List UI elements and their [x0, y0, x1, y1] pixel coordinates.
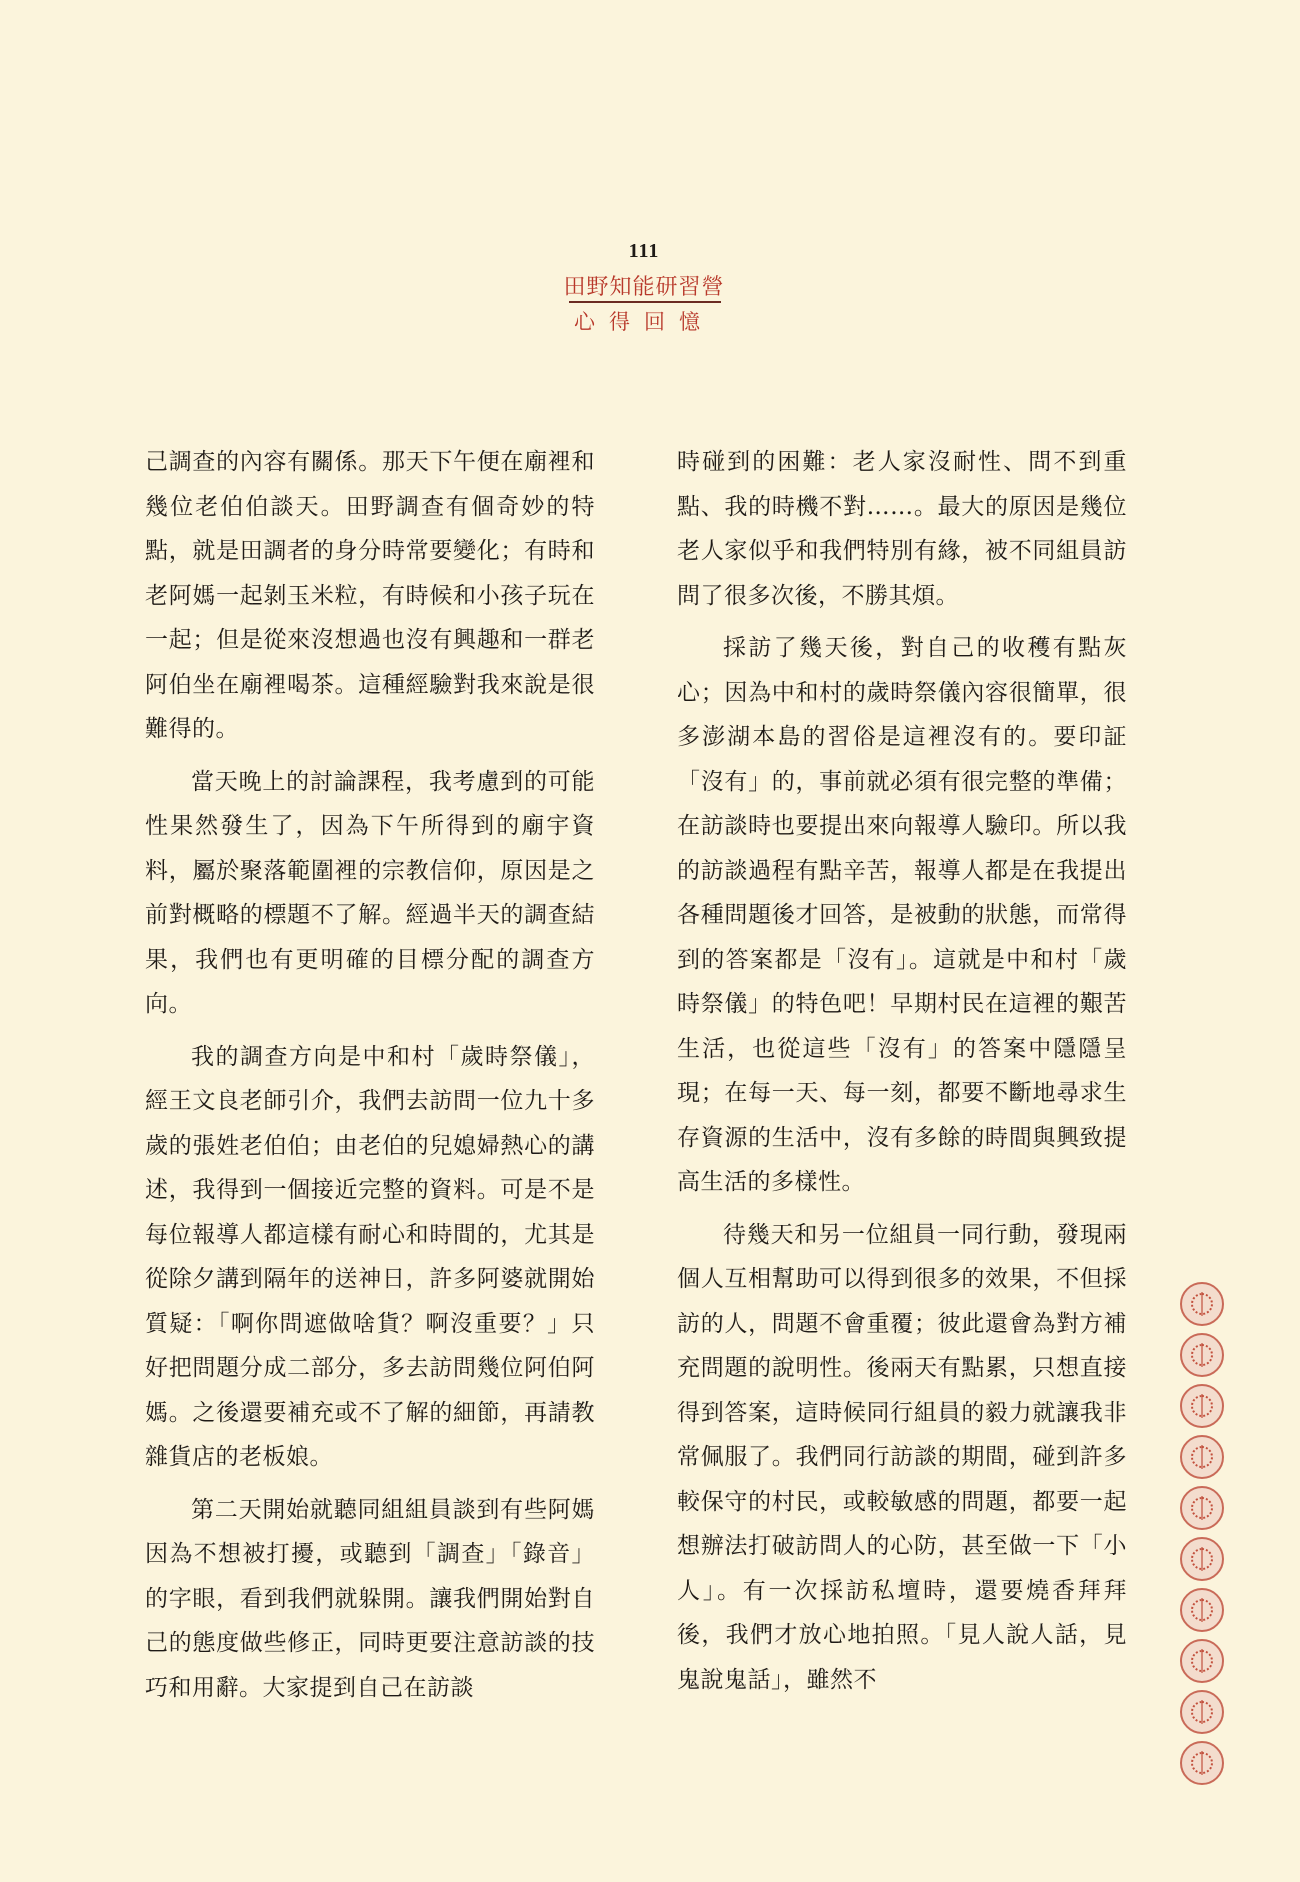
- seal-stamp-icon: [1180, 1690, 1224, 1734]
- paragraph: 己調查的內容有關係。那天下午便在廟裡和幾位老伯伯談天。田野調查有個奇妙的特點，就是田調者的身分時常要變化；有時和老阿媽一起剝玉米粒，有時候和小孩子玩在一起；但是從來沒想過也沒有興趣和一群老阿伯坐在廟裡喝茶。這種經驗對我來說是很難得的。: [145, 449, 595, 742]
- paragraph: 時碰到的困難：老人家沒耐性、問不到重點、我的時機不對……。最大的原因是幾位老人家似乎和我們特別有緣，被不同組員訪問了很多次後，不勝其煩。: [677, 449, 1127, 609]
- decorative-seal-strip: [1180, 1282, 1232, 1785]
- seal-stamp-icon: [1180, 1486, 1224, 1530]
- running-header-subtitle: 心得回憶: [574, 310, 714, 334]
- seal-stamp-icon: [1180, 1741, 1224, 1785]
- paragraph: 當天晚上的討論課程，我考慮到的可能性果然發生了，因為下午所得到的廟宇資料，屬於聚落範圍裡的宗教信仰，原因是之前對概略的標題不了解。經過半天的調查結果，我們也有更明確的目標分配的調查方向。: [145, 768, 595, 1017]
- running-header-title: 田野知能研習營: [563, 275, 725, 300]
- seal-stamp-icon: [1180, 1333, 1224, 1377]
- seal-stamp-icon: [1180, 1435, 1224, 1479]
- page-number: 111: [628, 240, 660, 262]
- seal-stamp-icon: [1180, 1537, 1224, 1581]
- paragraph: 待幾天和另一位組員一同行動，發現兩個人互相幫助可以得到很多的效果，不但採訪的人，問題不會重覆；彼此還會為對方補充問題的說明性。後兩天有點累，只想直接得到答案，這時候同行組員的毅力就讓我非常佩服了。我們同行訪談的期間，碰到許多較保守的村民，或較敏感的問題，都要一起想辦法打破訪問人的心防，甚至做一下「小人」。有一次採訪私壇時，還要燒香拜拜後，我們才放心地拍照。「見人說人話，見鬼說鬼話」，雖然不: [677, 1221, 1127, 1693]
- header-divider: [569, 301, 721, 303]
- paragraph: 採訪了幾天後，對自己的收穫有點灰心；因為中和村的歲時祭儀內容很簡單，很多澎湖本島的習俗是這裡沒有的。要印証「沒有」的，事前就必須有很完整的準備；在訪談時也要提出來向報導人驗印。所以我的訪談過程有點辛苦，報導人都是在我提出各種問題後才回答，是被動的狀態，而常得到的答案都是「沒有」。這就是中和村「歲時祭儀」的特色吧！早期村民在這裡的艱苦生活，也從這些「沒有」的答案中隱隱呈現；在每一天、每一刻，都要不斷地尋求生存資源的生活中，沒有多餘的時間與興致提高生活的多樣性。: [677, 635, 1127, 1195]
- paragraph: 我的調查方向是中和村「歲時祭儀」，經王文良老師引介，我們去訪問一位九十多歲的張姓老伯伯；由老伯的兒媳婦熱心的講述，我得到一個接近完整的資料。可是不是每位報導人都這樣有耐心和時間的，尤其是從除夕講到隔年的送神日，許多阿婆就開始質疑：「啊你問遮做啥貨？啊沒重要？」只好把問題分成二部分，多去訪問幾位阿伯阿媽。之後還要補充或不了解的細節，再請教雜貨店的老板娘。: [145, 1043, 595, 1470]
- seal-stamp-icon: [1180, 1384, 1224, 1428]
- text-column-right: [677, 440, 1127, 1702]
- text-column-left: [145, 440, 595, 1710]
- paragraph: 第二天開始就聽同組組員談到有些阿媽因為不想被打擾，或聽到「調查」「錄音」的字眼，看到我們就躲開。讓我們開始對自己的態度做些修正，同時更要注意訪談的技巧和用辭。大家提到自己在訪談: [145, 1496, 595, 1701]
- seal-stamp-icon: [1180, 1588, 1224, 1632]
- seal-stamp-icon: [1180, 1282, 1224, 1326]
- seal-stamp-icon: [1180, 1639, 1224, 1683]
